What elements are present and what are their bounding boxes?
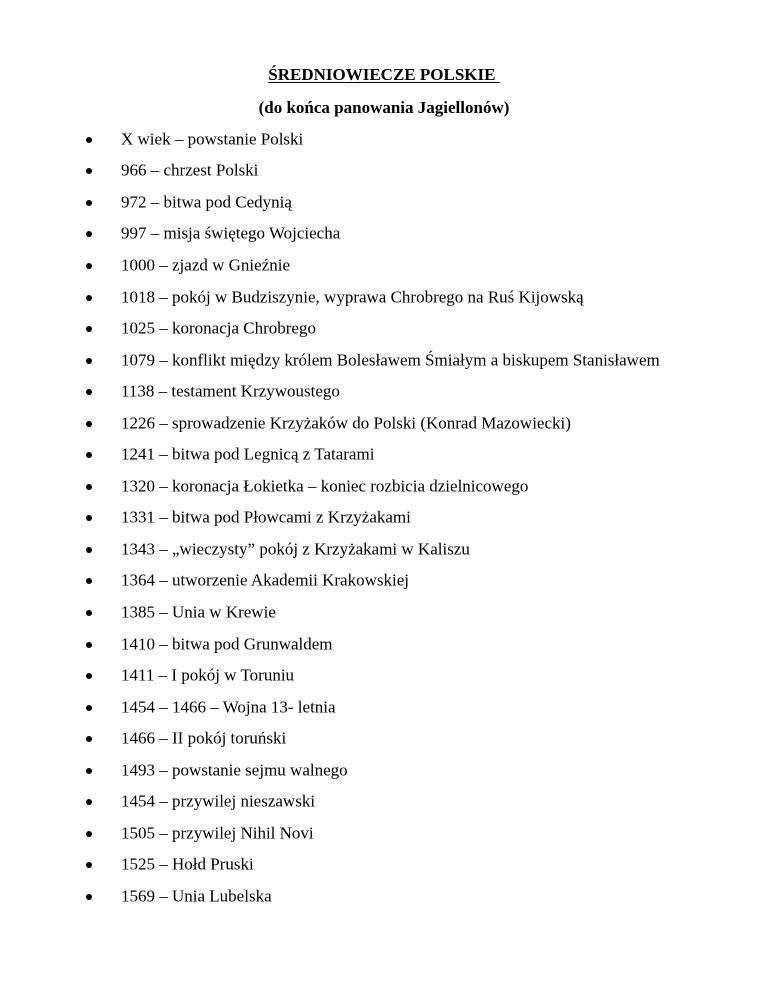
- bullet-icon: [86, 326, 92, 332]
- bullet-icon: [86, 610, 92, 616]
- list-item-text: X wiek – powstanie Polski: [121, 129, 304, 149]
- bullet-icon: [86, 831, 92, 837]
- list-item-text: 1320 – koronacja Łokietka – koniec rozbicia dzielnicowego: [121, 476, 529, 496]
- list-item-text: 1018 – pokój w Budziszynie, wyprawa Chrobrego na Ruś Kijowską: [121, 287, 584, 307]
- bullet-icon: [86, 484, 92, 490]
- bullet-icon: [86, 421, 92, 427]
- list-item-text: 1241 – bitwa pod Legnicą z Tatarami: [121, 444, 375, 464]
- bullet-icon: [86, 515, 92, 521]
- list-item-text: 966 – chrzest Polski: [121, 160, 259, 180]
- bullet-icon: [86, 200, 92, 206]
- bullet-icon: [86, 578, 92, 584]
- list-item-text: 1505 – przywilej Nihil Novi: [121, 823, 314, 843]
- bullet-icon: [86, 642, 92, 648]
- bullet-icon: [86, 137, 92, 143]
- list-item-text: 972 – bitwa pod Cedynią: [121, 192, 292, 212]
- page-title: [0, 64, 768, 86]
- list-item-text: 1569 – Unia Lubelska: [121, 886, 272, 906]
- bullet-icon: [86, 263, 92, 269]
- list-item-text: 1364 – utworzenie Akademii Krakowskiej: [121, 571, 409, 591]
- list-item-text: 1025 – koronacja Chrobrego: [121, 318, 316, 338]
- bullet-icon: [86, 894, 92, 900]
- list-item-text: 1331 – bitwa pod Płowcami z Krzyżakami: [121, 507, 411, 527]
- bullet-icon: [86, 452, 92, 458]
- bullet-icon: [86, 168, 92, 174]
- bullet-icon: [86, 705, 92, 711]
- list-item-text: 997 – misja świętego Wojciecha: [121, 224, 341, 244]
- list-item-text: 1385 – Unia w Krewie: [121, 602, 276, 622]
- list-item-text: 1343 – „wieczysty” pokój z Krzyżakami w Kaliszu: [121, 539, 470, 559]
- bullet-icon: [86, 295, 92, 301]
- list-item-text: 1411 – I pokój w Toruniu: [121, 665, 295, 685]
- bullet-icon: [86, 673, 92, 679]
- bullet-icon: [86, 358, 92, 364]
- page-subtitle: (do końca panowania Jagiellonów): [258, 98, 510, 117]
- bullet-icon: [86, 389, 92, 395]
- bullet-icon: [86, 799, 92, 805]
- list-item-text: 1138 – testament Krzywoustego: [121, 381, 340, 401]
- page-title-text: ŚREDNIOWIECZE POLSKIE: [268, 65, 500, 84]
- bullet-icon: [86, 736, 92, 742]
- list-item-text: 1525 – Hołd Pruski: [121, 854, 254, 874]
- list-item-text: 1454 – przywilej nieszawski: [121, 791, 316, 811]
- list-item-text: 1466 – II pokój toruński: [121, 728, 287, 748]
- bullet-icon: [86, 547, 92, 553]
- list-item-text: 1079 – konflikt między królem Bolesławem Śmiałym a biskupem Stanisławem: [121, 350, 660, 370]
- list-item-text: 1454 – 1466 – Wojna 13- letnia: [121, 697, 336, 717]
- list-item-text: 1000 – zjazd w Gnieźnie: [121, 255, 290, 275]
- list-item-text: 1226 – sprowadzenie Krzyżaków do Polski (Konrad Mazowiecki): [121, 413, 571, 433]
- bullet-icon: [86, 862, 92, 868]
- list-item-text: 1410 – bitwa pod Grunwaldem: [121, 634, 333, 654]
- list-item-text: 1493 – powstanie sejmu walnego: [121, 760, 348, 780]
- bullet-icon: [86, 231, 92, 237]
- bullet-icon: [86, 768, 92, 774]
